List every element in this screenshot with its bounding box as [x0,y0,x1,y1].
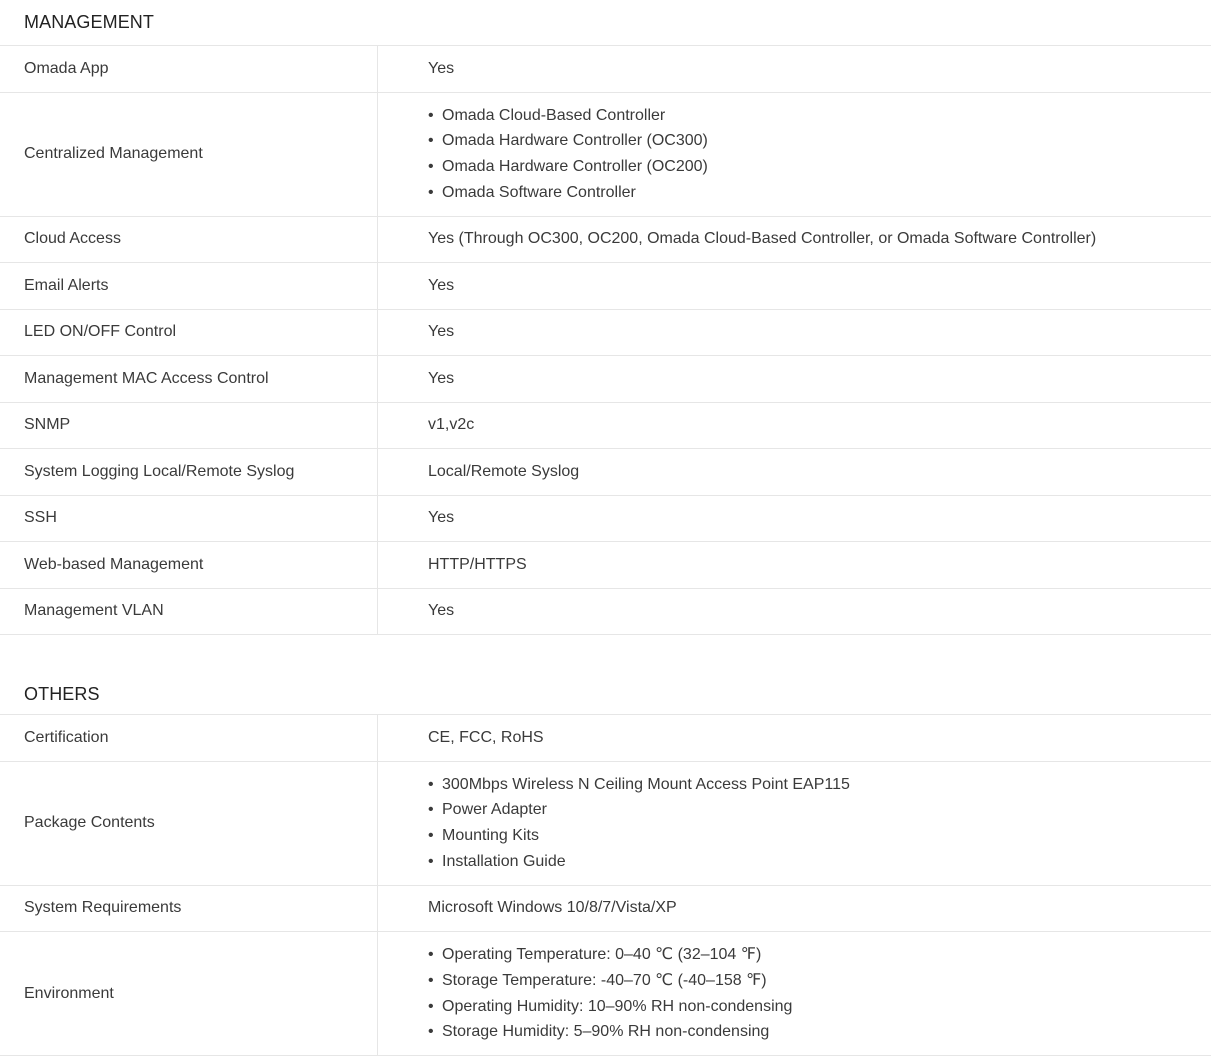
list-item [428,103,708,129]
section-title-management: MANAGEMENT [0,0,1211,46]
spec-label: Management MAC Access Control [0,356,378,402]
list-item-text: 300Mbps Wireless N Ceiling Mount Access Point EAP115 [442,775,850,793]
spec-label: LED ON/OFF Control [0,310,378,356]
spec-row-environment [0,932,1211,1056]
section-others [0,669,1211,1056]
spec-row-centralized-management [0,93,1211,217]
list-item [428,942,792,968]
list-item [428,180,708,206]
list-item [428,849,850,875]
spec-row-ssh [0,496,1211,543]
spec-value [378,932,1211,1055]
spec-label: Cloud Access [0,217,378,263]
spec-label: System Logging Local/Remote Syslog [0,449,378,495]
list-item [428,772,850,798]
spec-value: Yes [428,323,455,341]
spec-label: Environment [0,932,378,1055]
spec-value [378,93,1211,216]
spec-row-omada-app [0,46,1211,93]
spec-row-mac-access-control [0,356,1211,403]
bullet-icon: • [428,183,434,201]
list-item-text: Mounting Kits [442,827,539,844]
section-title-others: OTHERS [0,669,1211,715]
list-item-text: Installation Guide [442,852,566,870]
spec-label: Web-based Management [0,542,378,588]
spec-label: SSH [0,496,378,542]
spec-value: Yes [428,369,455,387]
spec-row-system-requirements [0,886,1211,933]
list-item [428,154,708,180]
spec-label: Package Contents [0,762,378,885]
spec-row-email-alerts [0,263,1211,310]
list-item-text: Storage Temperature: -40–70 ℃ (-40–158 ℉) [442,971,767,989]
spec-row-snmp [0,403,1211,450]
spec-label: Omada App [0,46,378,92]
list-item-text: Operating Temperature: 0–40 ℃ (32–104 ℉) [442,946,762,964]
spec-value [378,762,1211,885]
list-item-text: Omada Software Controller [442,183,636,201]
spec-value: Yes [428,59,455,77]
spec-value: Yes (Through OC300, OC200, Omada Cloud-Based Controller, or Omada Software Controller) [428,230,1097,248]
bullet-icon: • [428,106,434,124]
spec-value: Yes [428,602,455,620]
bullet-icon: • [428,801,434,819]
list-item [428,128,708,154]
spec-value: Yes [428,276,455,294]
spec-value-list [428,103,708,205]
spec-value: CE, FCC, RoHS [428,728,544,746]
list-item-text: Operating Humidity: 10–90% RH non-condensing [442,997,793,1015]
spec-value: Yes [428,509,455,527]
list-item [428,1019,792,1045]
spec-row-web-management [0,542,1211,589]
spec-value: HTTP/HTTPS [428,555,527,573]
spec-label: System Requirements [0,886,378,932]
spec-value: Local/Remote Syslog [428,462,580,480]
spec-row-certification [0,715,1211,762]
spec-label: SNMP [0,403,378,449]
spec-label: Management VLAN [0,589,378,635]
list-item-text: Storage Humidity: 5–90% RH non-condensing [442,1023,770,1041]
list-item [428,823,850,849]
list-item [428,968,792,994]
spec-row-led-control [0,310,1211,357]
list-item [428,994,792,1020]
spec-value: Microsoft Windows 10/8/7/Vista/XP [428,899,677,917]
spec-value-list [428,942,792,1044]
list-item-text: Omada Hardware Controller (OC300) [442,132,708,150]
spec-row-cloud-access [0,217,1211,264]
bullet-icon: • [428,971,434,989]
spec-label: Email Alerts [0,263,378,309]
list-item-text: Power Adapter [442,801,547,819]
bullet-icon: • [428,132,434,150]
bullet-icon: • [428,775,434,793]
spec-value: v1,v2c [428,416,475,434]
bullet-icon: • [428,1023,434,1041]
spec-label: Centralized Management [0,93,378,216]
spec-row-management-vlan [0,589,1211,636]
spec-value-list [428,772,850,874]
bullet-icon: • [428,827,434,844]
bullet-icon: • [428,852,434,870]
list-item [428,797,850,823]
bullet-icon: • [428,997,434,1015]
bullet-icon: • [428,158,434,175]
spec-label: Certification [0,715,378,761]
spec-row-package-contents [0,762,1211,886]
spec-row-system-logging [0,449,1211,496]
list-item-text: Omada Hardware Controller (OC200) [442,158,708,175]
list-item-text: Omada Cloud-Based Controller [442,106,666,124]
bullet-icon: • [428,946,434,964]
